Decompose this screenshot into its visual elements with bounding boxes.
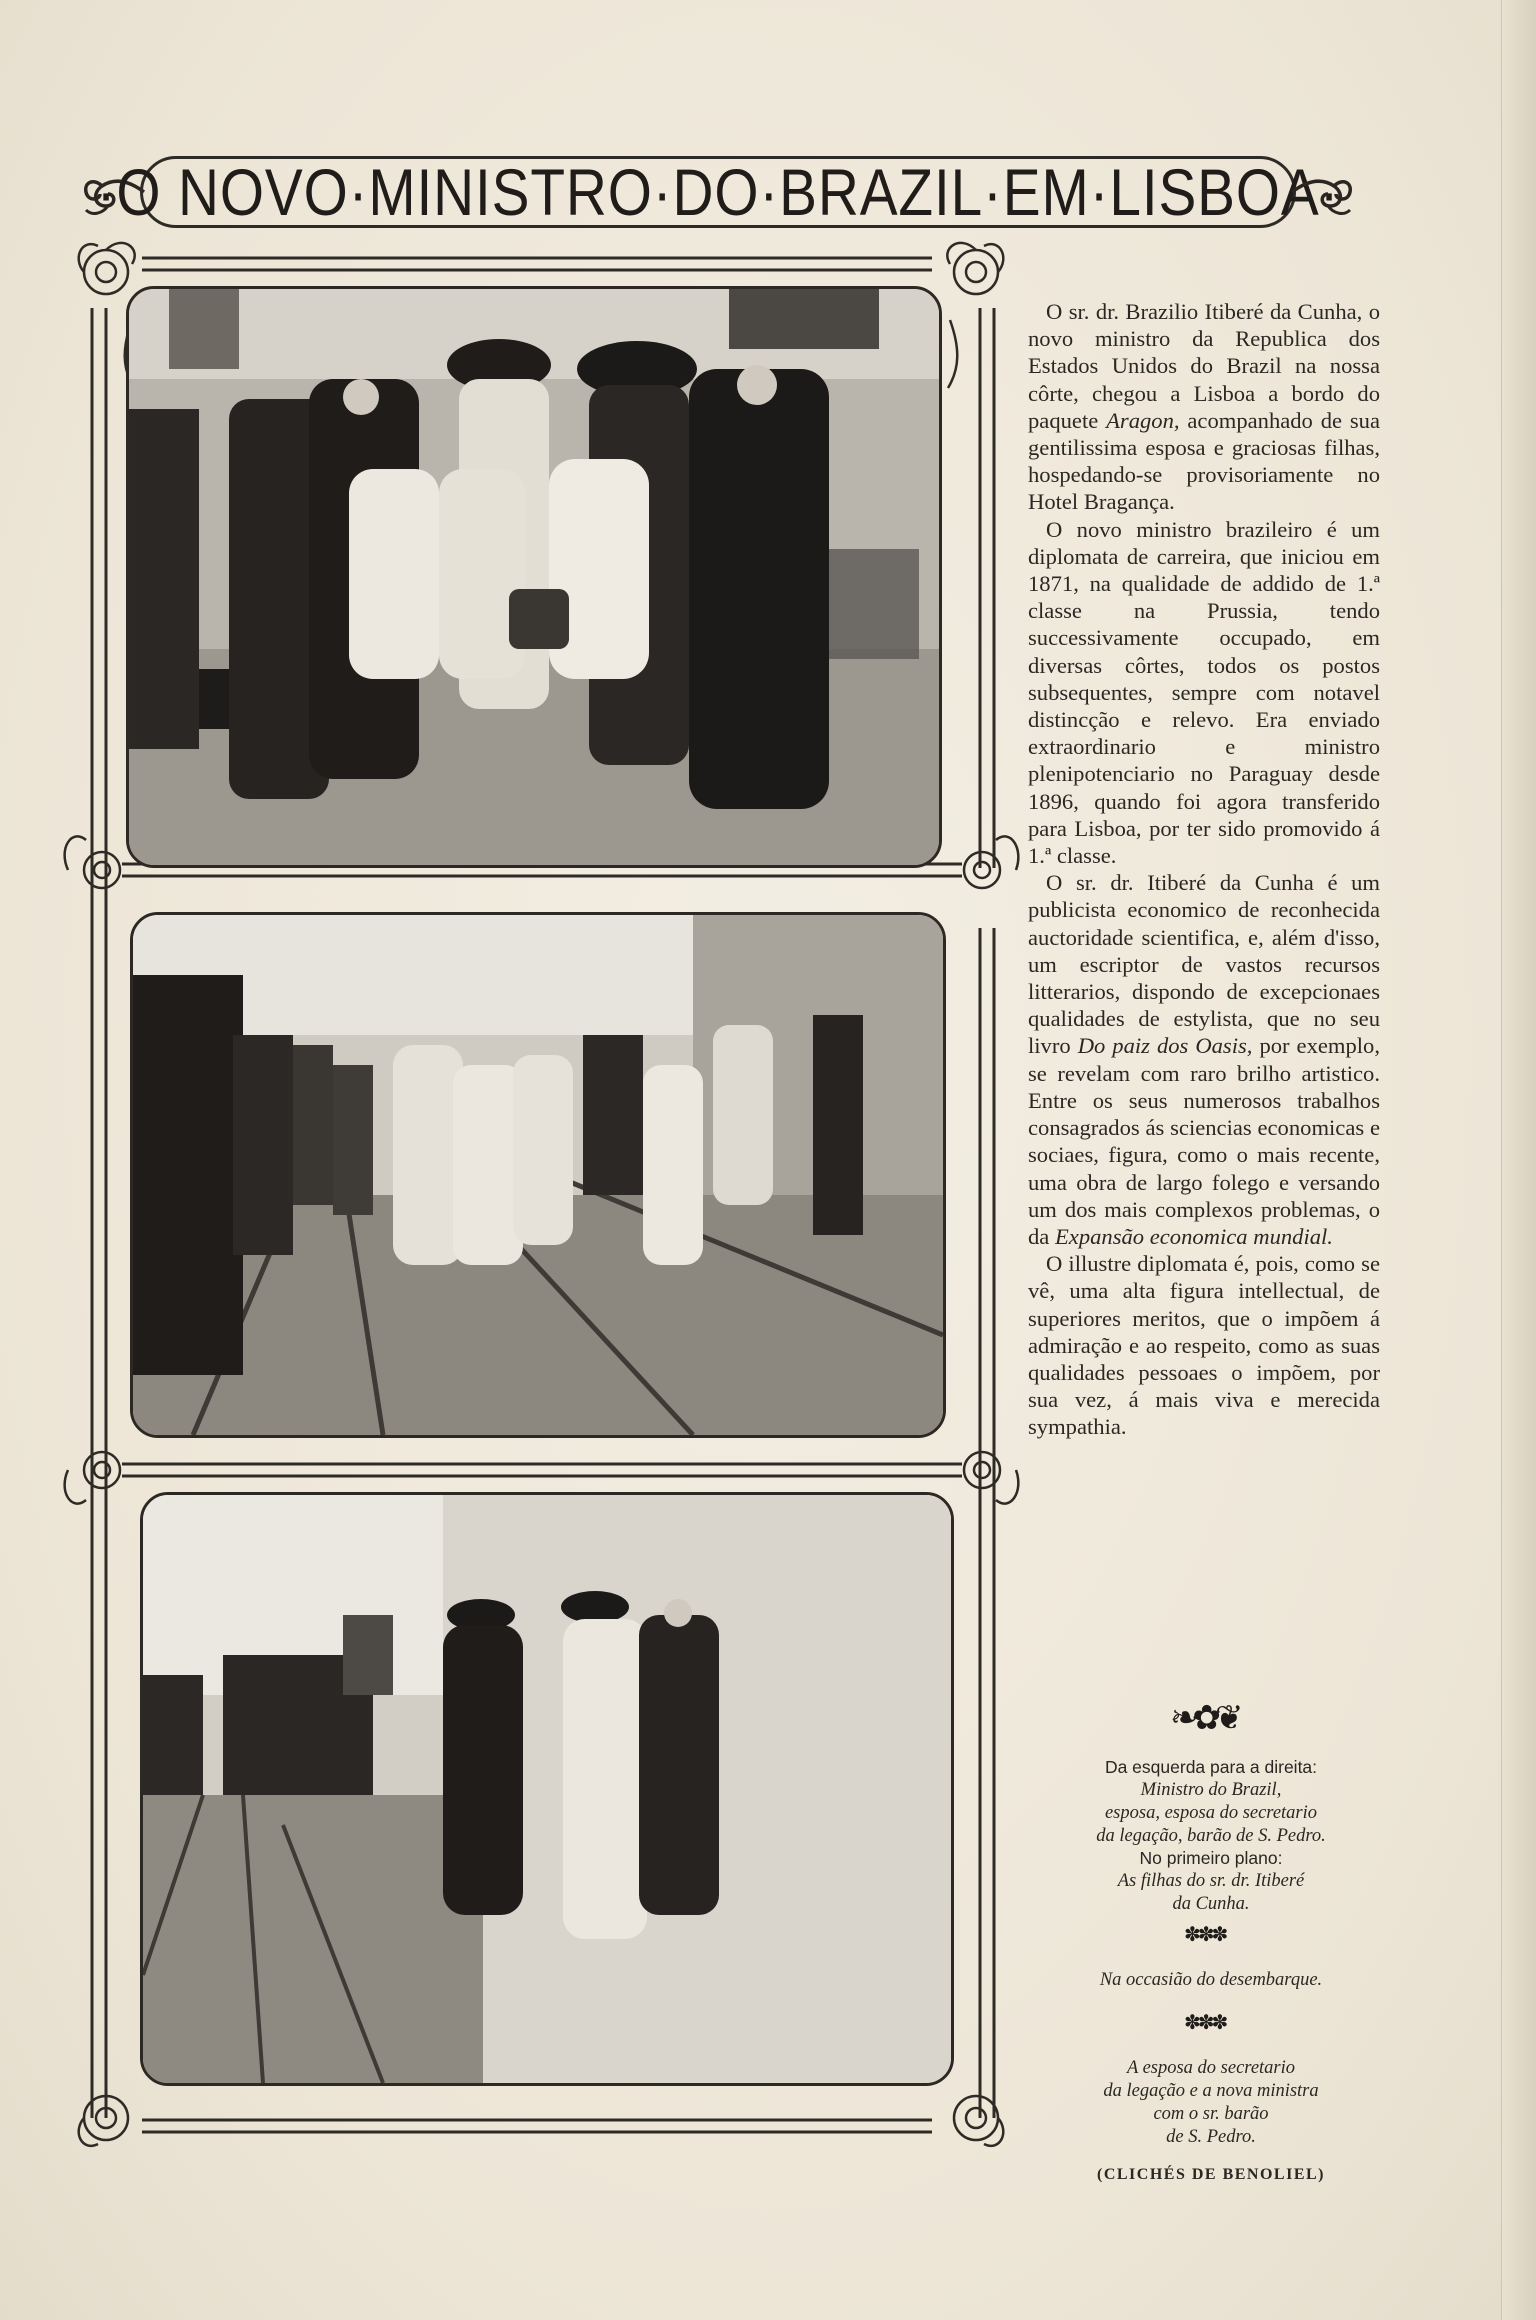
- photo-family-group-image: [129, 289, 939, 865]
- caption-third-line1: A esposa do secretario: [1126, 2058, 1296, 2078]
- photo-landing-image: [133, 915, 943, 1435]
- fleuron-ornament-icon: ❧✿❦: [1170, 1698, 1238, 1738]
- photo-landing: [130, 912, 946, 1438]
- article-text-1b: acompanhado de sua gentilissima esposa e graciosas filhas, hospedando-se provisoriamente no Hotel Bragança.: [1028, 407, 1380, 515]
- caption-first-intro: Da esquerda para a direita:: [1104, 1757, 1318, 1777]
- article-paragraph-4: [1028, 1250, 1380, 1440]
- page-edge: [1501, 0, 1536, 2320]
- caption-first-line5: da Cunha.: [1172, 1894, 1250, 1914]
- caption-third-line4: de S. Pedro.: [1166, 2127, 1256, 2147]
- caption-third-line2: da legação e a nova ministra: [1103, 2081, 1319, 2101]
- page-title: ·O NOVO·MINISTRO·DO·BRAZIL·EM·LISBOA·: [96, 155, 1340, 229]
- article-text-4: O illustre diplomata é, pois, como se vê, uma alta figura intellectual, de superiores meritos, que o impõem á admiração e ao respeito, como as suas qualidades pessoaes o impõem, por sua vez, á mais viva e merecida sympathia.: [1028, 1251, 1380, 1440]
- caption-second-photo: [1026, 1968, 1396, 1991]
- work-title: Expansão economica mundial.: [1054, 1223, 1333, 1249]
- article-text-2: O novo ministro brazileiro é um diplomata de carreira, que iniciou em 1871, na qualidade de addido de 1.ª classe na Prussia, tendo successivamente occupado, em diversas côrtes, todos os postos subsequentes, sempre com notavel distincção e relevo. Era enviado extraordinario e ministro plenipotenciario no Paraguay desde 1896, quando foi agora transferido para Lisboa, por ter sido promovido á 1.ª classe.: [1028, 516, 1380, 869]
- caption-first-line1: Ministro do Brazil,: [1140, 1780, 1282, 1800]
- caption-first-line4: As filhas do sr. dr. Itiberé: [1117, 1871, 1305, 1891]
- photo-family-group: [126, 286, 942, 868]
- right-scroll-ornament-icon: [1288, 160, 1358, 224]
- caption-third-line3: com o sr. barão: [1153, 2104, 1269, 2124]
- caption-third-photo: [1026, 2056, 1396, 2148]
- caption-first-photo: [1026, 1756, 1396, 1915]
- article-text-3b: por exemplo, se revelam com raro brilho artistico. Entre os seus numerosos trabalhos consagrados ás sciencias economicas e sociaes, figura, como o mais recente, uma obra de largo folego e versando um dos mais complexos problemas, o da: [1028, 1033, 1381, 1249]
- book-title: Do paiz dos Oasis,: [1077, 1033, 1253, 1059]
- photo-walking-image: [143, 1495, 951, 2083]
- article-paragraph-2: [1028, 516, 1380, 870]
- caption-first-intro2: No primeiro plano:: [1139, 1848, 1283, 1868]
- caption-first-line3: da legação, barão de S. Pedro.: [1096, 1826, 1326, 1846]
- caption-first-line2: esposa, esposa do secretario: [1104, 1803, 1318, 1823]
- article-paragraph-3: [1028, 869, 1380, 1250]
- caption-second-text: Na occasião do desembarque.: [1099, 1970, 1323, 1990]
- article-column: [1028, 298, 1380, 1441]
- small-ornament-icon-1: ✽✽✽: [1184, 1922, 1226, 1946]
- ship-name: Aragon,: [1106, 407, 1180, 433]
- small-ornament-icon-2: ✽✽✽: [1184, 2010, 1226, 2034]
- article-text-1a: O sr. dr. Brazilio Itiberé da Cunha, o novo ministro da Republica dos Estados Unidos do Brazil na nossa côrte, chegou a Lisboa a bordo do paquete: [1028, 299, 1380, 433]
- article-text-3a: O sr. dr. Itiberé da Cunha é um publicista economico de reconhecida auctoridade scientifica, e, além d'isso, um escriptor de vastos recursos litterarios, dispondo de excepcionaes qualidades de estylista, que no seu livro: [1028, 870, 1380, 1059]
- article-paragraph-1: [1028, 298, 1380, 516]
- photo-credit: (CLICHÉS DE BENOLIEL): [1097, 2166, 1325, 2183]
- title-band: [78, 152, 1358, 232]
- photo-walking: [140, 1492, 954, 2086]
